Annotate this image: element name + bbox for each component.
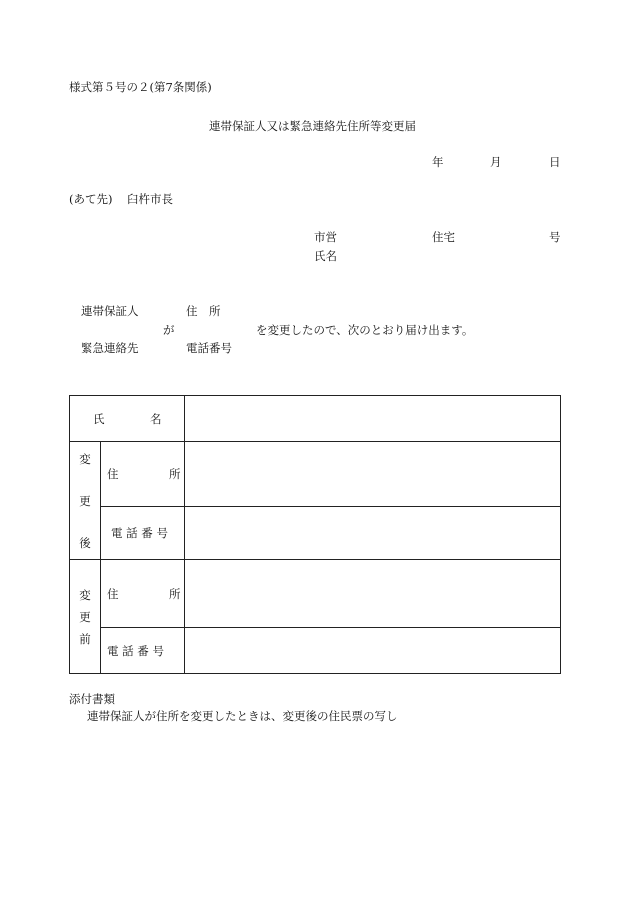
name-field[interactable]	[185, 396, 561, 442]
before-phone-label: 電 話 番 号	[107, 643, 164, 658]
page-title: 連帯保証人又は緊急連絡先住所等変更届	[209, 119, 416, 133]
addressee-name: 臼杵市長	[127, 192, 173, 206]
applicant-name-label: 氏名	[314, 249, 337, 263]
before-address-field[interactable]	[185, 560, 561, 628]
addressee-prefix: (あて先)	[69, 192, 113, 206]
before-phone-label-cell	[101, 628, 185, 674]
after-address-label-2: 所	[169, 467, 181, 481]
statement-guarantor: 連帯保証人	[81, 304, 139, 318]
date-month: 月	[490, 155, 502, 169]
statement-ga: が	[163, 323, 175, 337]
attachments-item: 連帯保証人が住所を変更したときは、変更後の住民票の写し	[87, 709, 398, 723]
attachments-heading: 添付書類	[69, 692, 115, 706]
applicant-number: 号	[549, 230, 561, 244]
after-address-field[interactable]	[185, 442, 561, 507]
statement-address: 住 所	[186, 304, 221, 318]
change-form-table	[69, 395, 561, 674]
before-address-label-cell	[101, 560, 185, 628]
after-address-label-1: 住	[107, 467, 119, 481]
name-label-cell	[70, 396, 185, 442]
before-label-1: 変	[79, 587, 91, 602]
before-change-label	[70, 560, 101, 674]
after-address-label-cell	[101, 442, 185, 507]
date-year: 年	[432, 155, 444, 169]
after-phone-label-cell	[101, 507, 185, 560]
statement-emergency: 緊急連絡先	[81, 341, 139, 355]
form-number: 様式第５号の２(第7条関係)	[69, 80, 212, 94]
after-label-3: 後	[79, 535, 91, 550]
before-phone-field[interactable]	[185, 628, 561, 674]
after-change-label	[70, 442, 101, 560]
before-address-label-1: 住	[107, 586, 119, 601]
after-label-1: 変	[79, 451, 91, 466]
applicant-housing: 住宅	[432, 230, 455, 244]
statement-phone: 電話番号	[186, 341, 232, 355]
before-label-3: 前	[79, 631, 91, 646]
before-label-2: 更	[79, 609, 91, 624]
after-label-2: 更	[79, 493, 91, 508]
after-phone-field[interactable]	[185, 507, 561, 560]
statement-body: を変更したので、次のとおり届け出ます。	[256, 323, 474, 337]
date-day: 日	[549, 155, 561, 169]
applicant-city-housing: 市営	[314, 230, 337, 244]
name-label-2: 名	[150, 411, 162, 426]
name-label-1: 氏	[93, 411, 105, 426]
before-address-label-2: 所	[169, 586, 181, 601]
after-phone-label: 電 話 番 号	[111, 526, 168, 540]
